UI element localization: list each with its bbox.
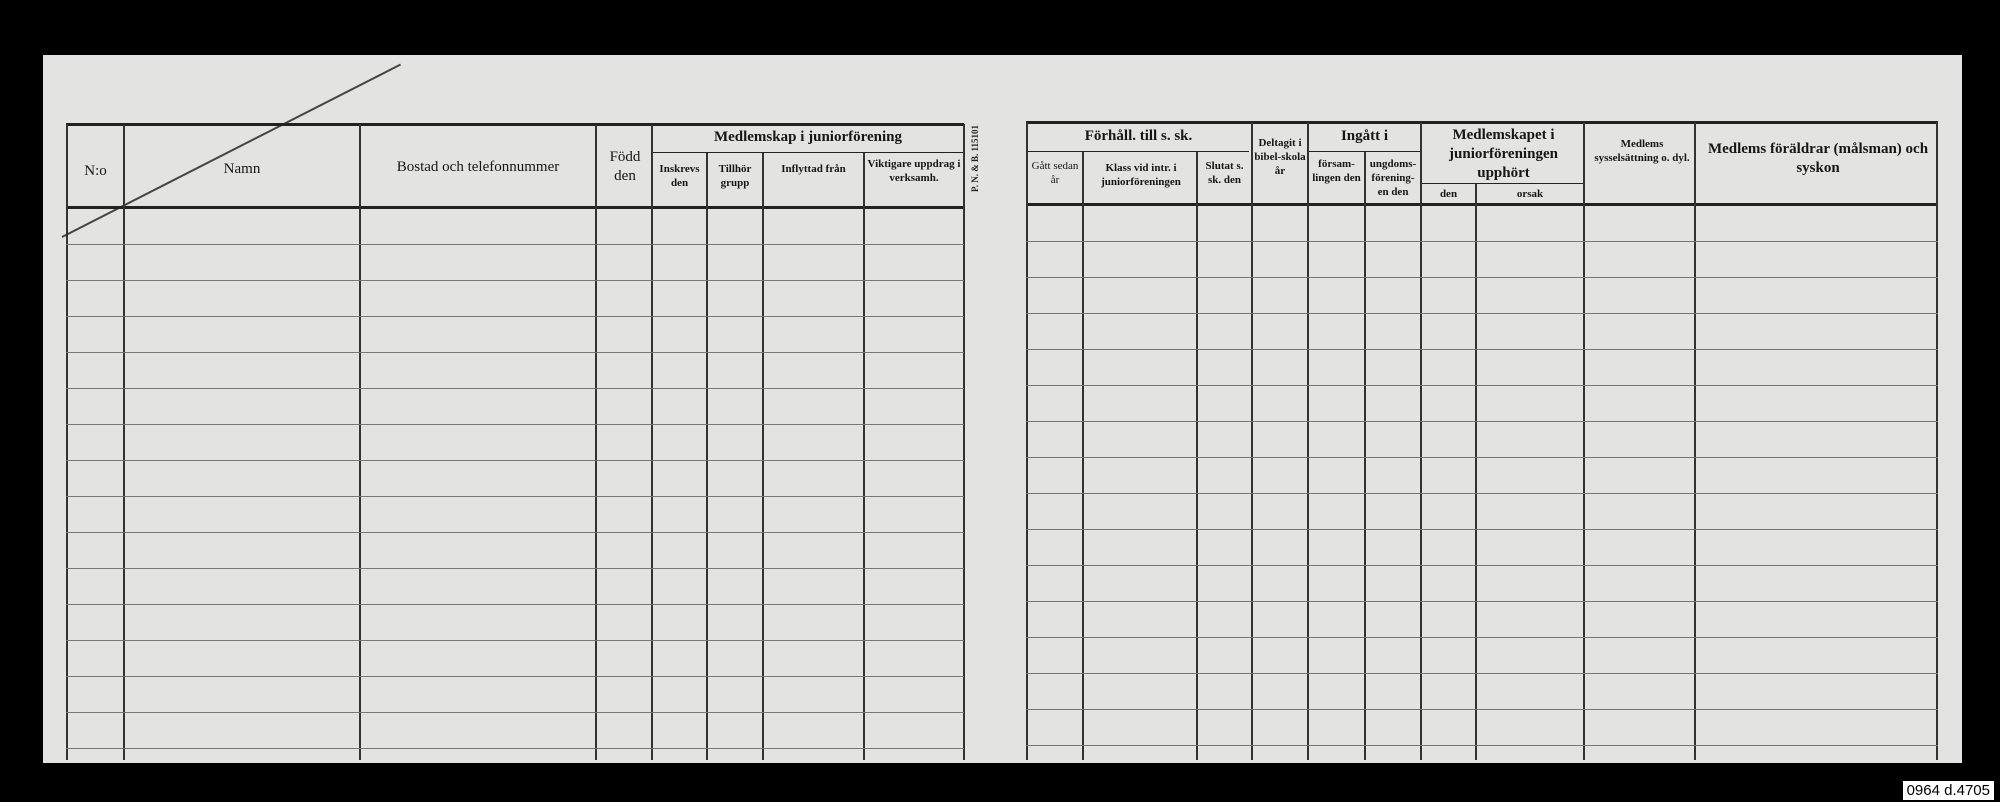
ruled-line (1026, 457, 1938, 458)
header-youth-association: ungdoms-förening-en den (1369, 158, 1417, 198)
header-membership-ended-group: Medlemskapet i juniorföreningen upphört (1449, 127, 1558, 181)
header-address: Bostad och telefonnummer (396, 159, 560, 175)
ruled-line (1026, 673, 1938, 674)
col-line (123, 124, 125, 760)
col-line (66, 124, 68, 760)
ruled-line (1026, 349, 1938, 350)
col-line (963, 124, 965, 760)
ruled-line (66, 712, 964, 713)
ruled-line (1026, 601, 1938, 602)
header-name: Namn (223, 161, 261, 177)
header-tasks: Viktigare uppdrag i verksamh. (867, 158, 961, 184)
col-line (1936, 122, 1938, 760)
right-group-divider (1026, 151, 1249, 152)
ruled-line (66, 388, 964, 389)
ruled-line (66, 424, 964, 425)
archive-code: 0964 d.4705 (1903, 781, 1994, 800)
header-sunday-school-group: Förhåll. till s. sk. (1084, 128, 1193, 144)
header-attended-since: Gått sedan år (1031, 160, 1079, 186)
right-header-bottom (1026, 203, 1938, 206)
header-moved-from: Inflyttad från (781, 163, 846, 175)
left-top-border (66, 123, 964, 126)
col-line (651, 124, 653, 760)
header-born: Född den (609, 149, 641, 184)
ruled-line (66, 244, 964, 245)
ruled-line (1026, 745, 1938, 746)
ruled-line (66, 280, 964, 281)
col-line (1307, 122, 1309, 760)
ruled-line (1026, 241, 1938, 242)
ruled-line (1026, 529, 1938, 530)
ruled-line (66, 496, 964, 497)
col-line (1082, 152, 1084, 760)
ruled-line (1026, 385, 1938, 386)
col-line (1694, 122, 1696, 760)
spine-print: P. N. & B. 115101 (970, 125, 980, 192)
right-group-divider (1420, 183, 1583, 184)
col-line (1583, 122, 1585, 760)
ruled-line (66, 460, 964, 461)
right-top-border (1026, 121, 1938, 124)
ruled-line (66, 640, 964, 641)
ruled-line (1026, 277, 1938, 278)
ruled-line (1026, 637, 1938, 638)
header-no: N:o (84, 163, 107, 179)
col-line (1420, 122, 1422, 760)
header-finished: Slutat s. sk. den (1205, 160, 1244, 186)
header-parents: Medlems föräldrar (målsman) och syskon (1707, 141, 1929, 176)
header-occupation: Medlems sysselsättning o. dyl. (1594, 138, 1690, 164)
header-group: Tillhör grupp (718, 163, 752, 189)
ruled-line (1026, 709, 1938, 710)
ruled-line (1026, 313, 1938, 314)
col-line (1026, 122, 1028, 760)
ruled-line (66, 676, 964, 677)
ruled-line (1026, 421, 1938, 422)
col-line (1196, 152, 1198, 760)
left-group-divider (651, 152, 964, 153)
left-header-bottom (66, 206, 964, 209)
ruled-line (66, 532, 964, 533)
ruled-line (1026, 565, 1938, 566)
ruled-line (66, 748, 964, 749)
header-class: Klass vid intr. i juniorföreningen (1101, 162, 1181, 188)
header-enrolled: Inskrevs den (659, 163, 700, 189)
col-line (1364, 152, 1366, 760)
header-bible-school: Deltagit i bibel-skola år (1254, 137, 1306, 177)
header-congregation: försam-lingen den (1312, 158, 1361, 184)
col-line (595, 124, 597, 760)
ruled-line (1026, 493, 1938, 494)
header-ended-date: den (1439, 188, 1458, 200)
header-joined-group: Ingått i (1340, 128, 1389, 144)
ruled-line (66, 568, 964, 569)
col-line (1251, 122, 1253, 760)
ruled-line (66, 352, 964, 353)
ruled-line (66, 604, 964, 605)
header-ended-reason: orsak (1516, 188, 1544, 200)
ruled-line (66, 316, 964, 317)
col-line (359, 124, 361, 760)
header-membership-group: Medlemskap i juniorförening (713, 129, 903, 145)
